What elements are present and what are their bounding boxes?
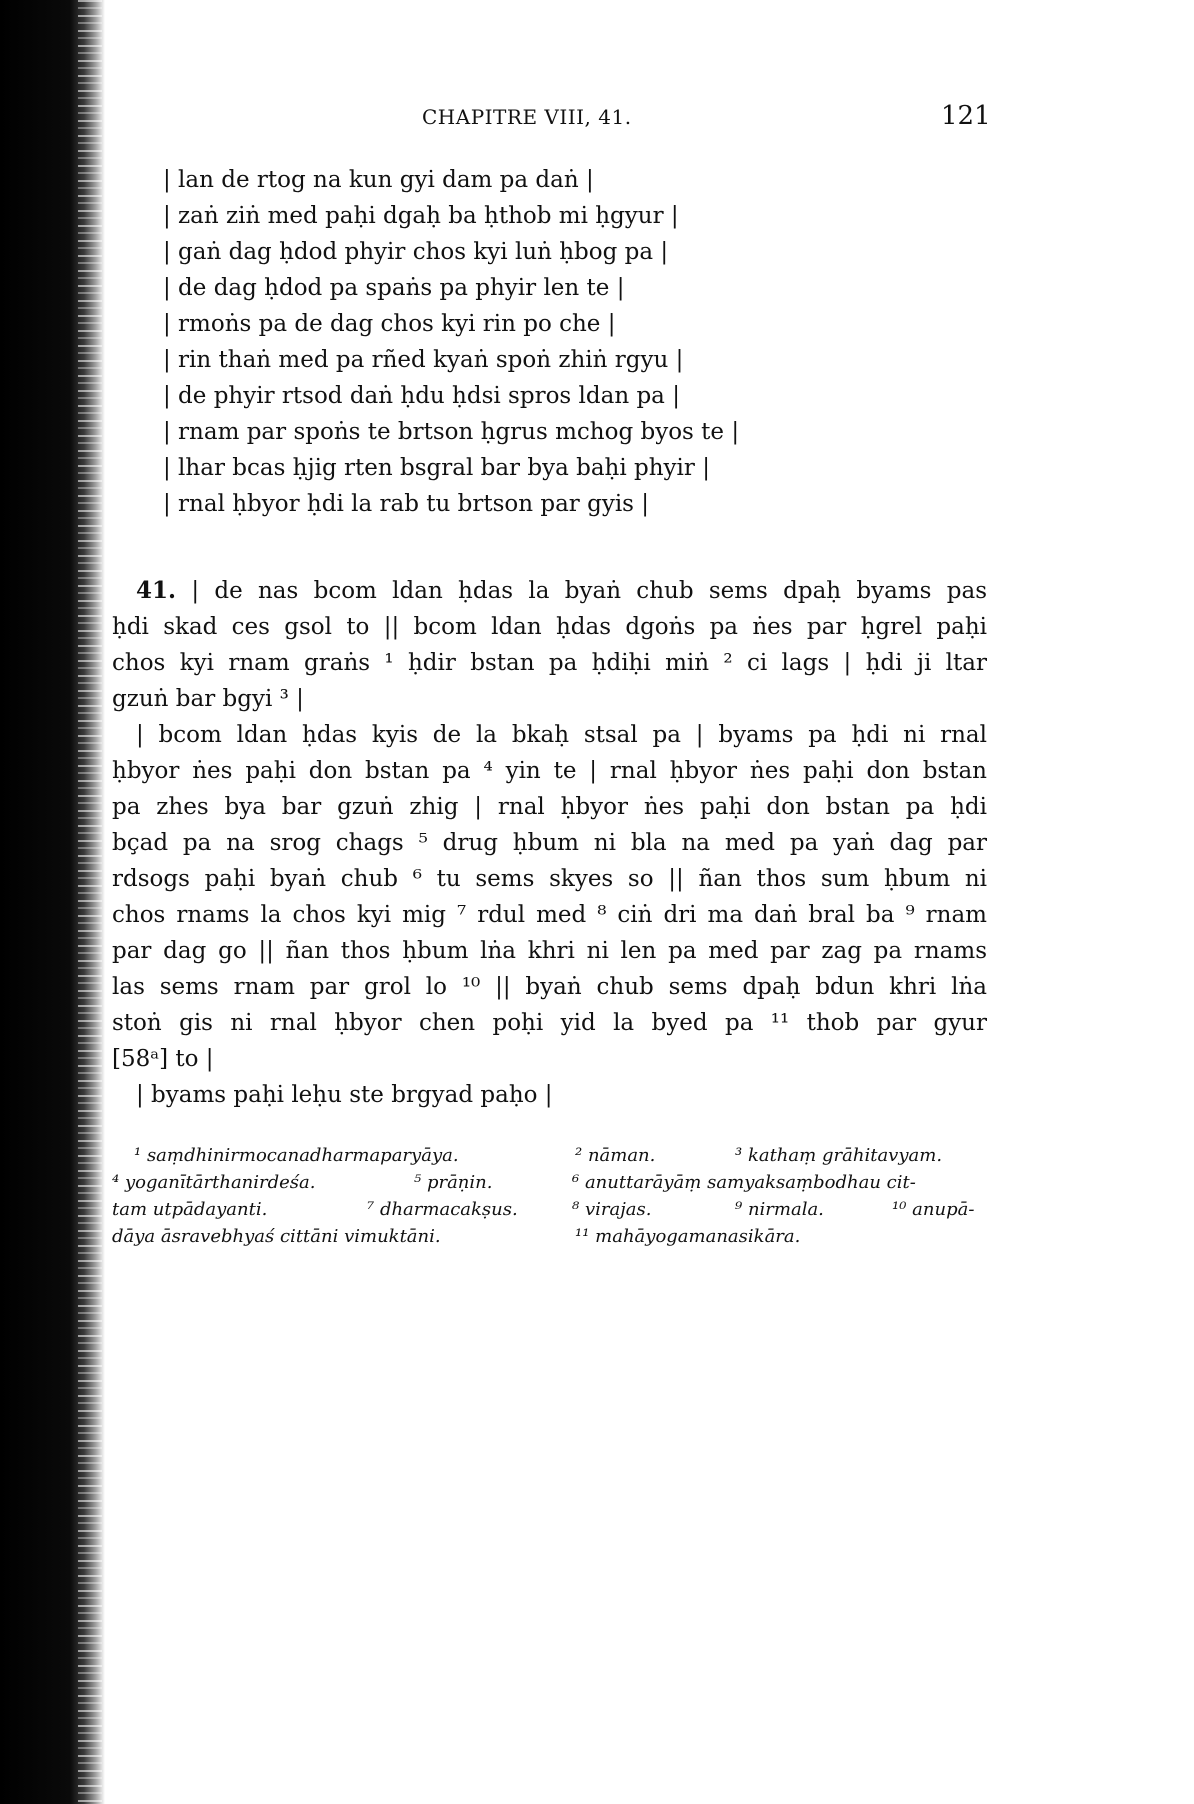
verse-line: | rnam par spoṅs te brtson ḥgrus mchog byos te | [163, 419, 740, 445]
footnote: ⁶ anuttarāyāṃ samyaksaṃbodhau cit- [572, 1172, 916, 1193]
verse-line: | de phyir rtsod daṅ ḥdu ḥdsi spros ldan pa | [163, 383, 680, 409]
paragraph-line: chos kyi rnam graṅs ¹ ḥdir bstan pa ḥdiḥi miṅ ² ci lags | ḥdi ji ltar [112, 650, 987, 676]
section-number: 41. [136, 577, 177, 604]
paragraph-line: stoṅ gis ni rnal ḥbyor chen poḥi yid la byed pa ¹¹ thob par gyur [112, 1010, 987, 1036]
paragraph-line: gzuṅ bar bgyi ³ | [112, 686, 304, 712]
running-head: CHAPITRE VIII, 41. [422, 105, 632, 129]
verse-line: | rin thaṅ med pa rñed kyaṅ spoṅ zhiṅ rgyu | [163, 347, 684, 373]
footnote: ¹ saṃdhinirmocanadharmaparyāya. [134, 1145, 459, 1166]
paragraph-line: rdsogs paḥi byaṅ chub ⁶ tu sems skyes so || ñan thos sum ḥbum ni [112, 866, 987, 892]
paragraph-line: | byams paḥi leḥu ste brgyad paḥo | [136, 1082, 553, 1108]
paragraph-line-text: | de nas bcom ldan ḥdas la byaṅ chub sems dpaḥ byams pas [191, 578, 987, 604]
section-41-paragraph-1 [112, 573, 987, 717]
footnote-line [112, 1169, 987, 1196]
verse-line: | rmoṅs pa de dag chos kyi rin po che | [163, 311, 616, 337]
paragraph-line: chos rnams la chos kyi mig ⁷ rdul med ⁸ ciṅ dri ma daṅ bral ba ⁹ rnam [112, 902, 987, 928]
section-41-paragraph-3 [112, 1077, 987, 1113]
paragraph-line: bçad pa na srog chags ⁵ drug ḥbum ni bla na med pa yaṅ dag par [112, 830, 987, 856]
footnote: tam utpādayanti. [112, 1199, 268, 1220]
binding-gutter [0, 0, 105, 1804]
verse-line: | lhar bcas ḥjig rten bsgral bar bya baḥi phyir | [163, 455, 710, 481]
section-41-paragraph-2 [112, 717, 987, 1077]
footnote: ⁴ yoganītārthanirdeśa. [112, 1172, 316, 1193]
paragraph-line: las sems rnam par grol lo ¹⁰ || byaṅ chub sems dpaḥ bdun khri lṅa [112, 974, 987, 1000]
verse-line: | rnal ḥbyor ḥdi la rab tu brtson par gyis | [163, 491, 650, 517]
paragraph-line: pa zhes bya bar gzuṅ zhig | rnal ḥbyor ṅes paḥi don bstan pa ḥdi [112, 794, 987, 820]
footnote: ⁸ virajas. [572, 1199, 652, 1220]
paragraph-line: ḥdi skad ces gsol to || bcom ldan ḥdas dgoṅs pa ṅes par ḥgrel paḥi [112, 614, 987, 640]
footnote: dāya āsravebhyaś cittāni vimuktāni. [112, 1226, 441, 1247]
footnote: ⁹ nirmala. [735, 1199, 824, 1220]
footnote: ⁷ dharmacakṣus. [367, 1199, 518, 1220]
paragraph-line: | bcom ldan ḥdas kyis de la bkaḥ stsal pa | byams pa ḥdi ni rnal [136, 722, 987, 748]
verse-line: | gaṅ dag ḥdod phyir chos kyi luṅ ḥbog pa | [163, 239, 669, 265]
footnote: ² nāman. [575, 1145, 656, 1166]
footnotes [112, 1142, 987, 1250]
page-header [0, 101, 1194, 141]
page-number: 121 [941, 101, 991, 131]
paragraph-line: par dag go || ñan thos ḥbum lṅa khri ni len pa med par zag pa rnams [112, 938, 987, 964]
verse-line: | zaṅ ziṅ med paḥi dgaḥ ba ḥthob mi ḥgyur | [163, 203, 679, 229]
footnote: ¹¹ mahāyogamanasikāra. [575, 1226, 801, 1247]
footnote: ⁵ prāṇin. [414, 1172, 493, 1193]
paragraph-line: ḥbyor ṅes paḥi don bstan pa ⁴ yin te | rnal ḥbyor ṅes paḥi don bstan [112, 758, 987, 784]
paragraph-line: [58ᵃ] to | [112, 1046, 214, 1072]
footnote-line [112, 1196, 987, 1223]
footnote-line [112, 1142, 987, 1169]
footnote: ¹⁰ anupā- [892, 1199, 975, 1220]
verse-block [163, 162, 863, 522]
paragraph-line [112, 573, 987, 609]
footnote: ³ kathaṃ grāhitavyam. [735, 1145, 943, 1166]
footnote-line [112, 1223, 987, 1250]
verse-line: | de dag ḥdod pa spaṅs pa phyir len te | [163, 275, 625, 301]
verse-line: | lan de rtog na kun gyi dam pa daṅ | [163, 167, 594, 193]
